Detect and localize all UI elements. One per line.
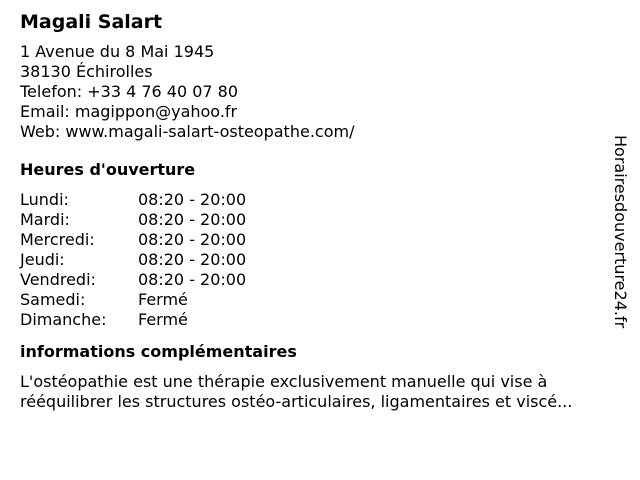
website-line: Web: www.magali-salart-osteopathe.com/	[20, 122, 355, 141]
hours-day-label: Mercredi:	[20, 230, 95, 249]
hours-time-value: 08:20 - 20:00	[138, 250, 247, 269]
description-line-2: rééquilibrer les structures ostéo-articulaires, ligamentaires et viscé...	[20, 392, 573, 411]
address-line-2: 38130 Échirolles	[20, 62, 153, 81]
hours-day-label: Mardi:	[20, 210, 70, 229]
hours-day-label: Dimanche:	[20, 310, 107, 329]
email-line: Email: magippon@yahoo.fr	[20, 102, 238, 121]
hours-day-label: Jeudi:	[20, 250, 65, 269]
hours-row-thursday	[20, 250, 620, 270]
description-line-1: L'ostéopathie est une thérapie exclusivement manuelle qui vise à	[20, 372, 548, 391]
hours-row-wednesday	[20, 230, 620, 250]
hours-day-label: Vendredi:	[20, 270, 96, 289]
phone-line: Telefon: +33 4 76 40 07 80	[20, 82, 239, 101]
hours-time-value: 08:20 - 20:00	[138, 230, 247, 249]
opening-hours-table	[20, 190, 620, 330]
hours-time-value: 08:20 - 20:00	[138, 270, 247, 289]
additional-info-title: informations complémentaires	[20, 342, 297, 361]
hours-time-value: 08:20 - 20:00	[138, 190, 247, 209]
opening-hours-title: Heures d'ouverture	[20, 160, 196, 179]
hours-day-label: Samedi:	[20, 290, 86, 309]
business-name: Magali Salart	[20, 11, 163, 33]
site-watermark	[608, 135, 630, 345]
hours-row-saturday	[20, 290, 620, 310]
hours-day-label: Lundi:	[20, 190, 69, 209]
hours-time-value: Fermé	[138, 290, 188, 309]
site-watermark-text: Horairesdouverture24.fr	[611, 135, 630, 329]
hours-row-monday	[20, 190, 620, 210]
address-line-1: 1 Avenue du 8 Mai 1945	[20, 42, 215, 61]
business-card	[20, 10, 620, 412]
hours-row-tuesday	[20, 210, 620, 230]
hours-time-value: 08:20 - 20:00	[138, 210, 247, 229]
hours-time-value: Fermé	[138, 310, 188, 329]
hours-row-sunday	[20, 310, 620, 330]
hours-row-friday	[20, 270, 620, 290]
